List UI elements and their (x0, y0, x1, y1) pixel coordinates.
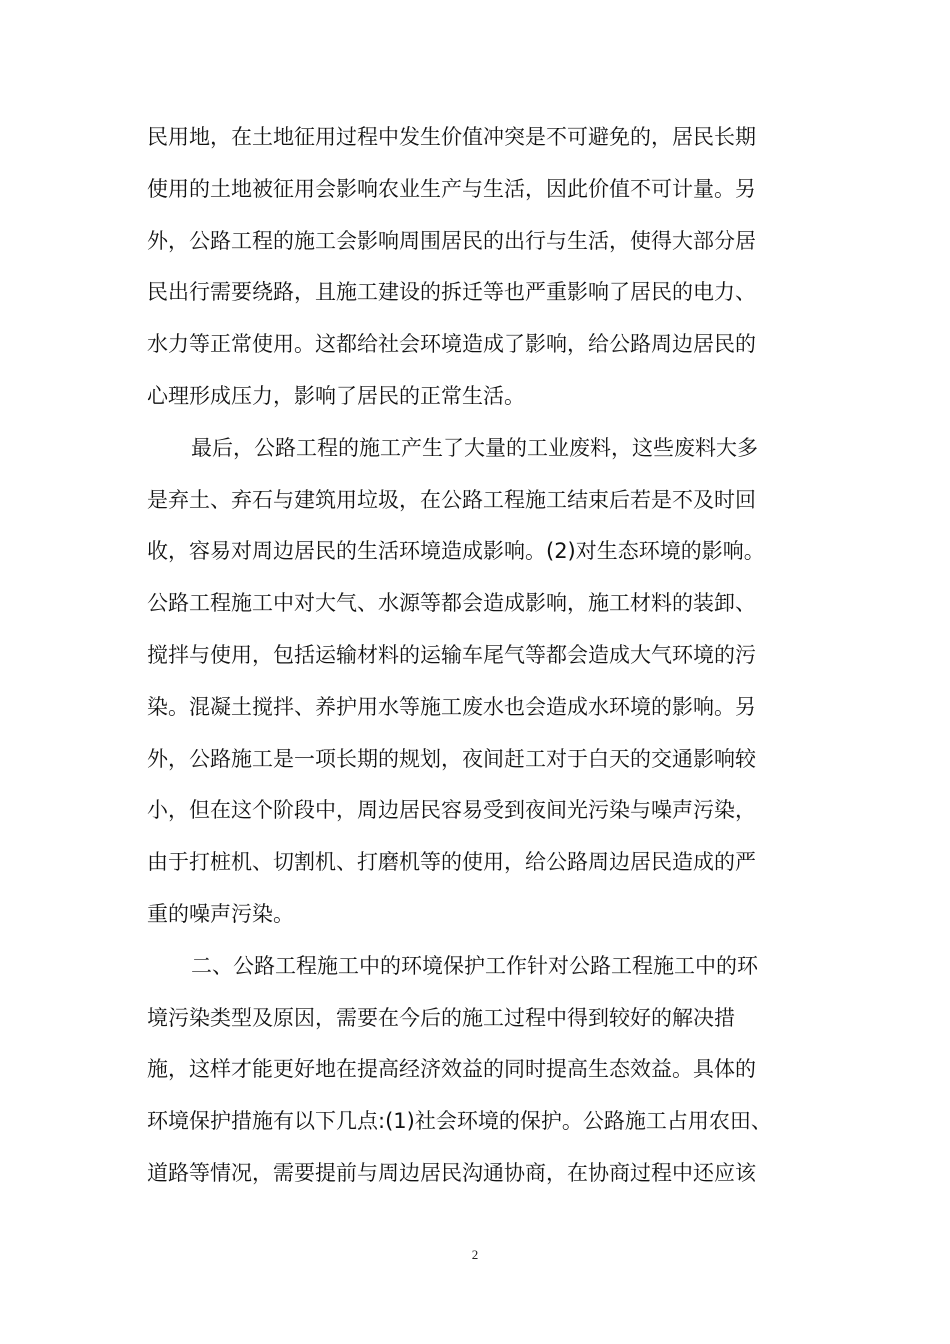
text-line: 使用的土地被征用会影响农业生产与生活，因此价值不可计量。另 (147, 176, 756, 201)
text-line: 境污染类型及原因，需要在今后的施工过程中得到较好的解决措 (147, 1005, 735, 1030)
text-line: 公路工程施工中对大气、水源等都会造成影响，施工材料的装卸、 (147, 591, 756, 616)
text-line: 搅拌与使用，包括运输材料的运输车尾气等都会造成大气环境的污 (147, 642, 756, 667)
page-number: 2 (471, 1247, 479, 1262)
text-line: 水力等正常使用。这都给社会环境造成了影响，给公路周边居民的 (147, 332, 756, 357)
text-line: 小，但在这个阶段中，周边居民容易受到夜间光污染与噪声污染， (147, 798, 756, 823)
text-line: 收，容易对周边居民的生活环境造成影响。(2)对生态环境的影响。 (147, 539, 765, 564)
text-line: 外，公路施工是一项长期的规划，夜间赶工对于白天的交通影响较 (147, 746, 756, 771)
text-line: 道路等情况，需要提前与周边居民沟通协商，在协商过程中还应该 (147, 1160, 756, 1185)
text-line: 是弃土、弃石与建筑用垃圾，在公路工程施工结束后若是不及时回 (147, 487, 756, 512)
text-line: 民用地，在土地征用过程中发生价值冲突是不可避免的，居民长期 (147, 125, 756, 149)
section-heading-line: 二、公路工程施工中的环境保护工作针对公路工程施工中的环 (191, 953, 758, 978)
text-line: 染。混凝土搅拌、养护用水等施工废水也会造成水环境的影响。另 (147, 694, 756, 719)
text-line: 环境保护措施有以下几点:(1)社会环境的保护。公路施工占用农田、 (147, 1109, 772, 1134)
text-line: 重的噪声污染。 (147, 901, 294, 926)
paragraph-start-line: 最后，公路工程的施工产生了大量的工业废料，这些废料大多 (191, 435, 758, 460)
text-line: 施，这样才能更好地在提高经济效益的同时提高生态效益。具体的 (147, 1057, 756, 1082)
text-line: 民出行需要绕路，且施工建设的拆迁等也严重影响了居民的电力、 (147, 280, 756, 305)
text-line: 外，公路工程的施工会影响周围居民的出行与生活，使得大部分居 (147, 228, 756, 253)
text-line: 心理形成压力，影响了居民的正常生活。 (147, 383, 525, 408)
document-body (147, 112, 807, 1200)
text-line: 由于打桩机、切割机、打磨机等的使用，给公路周边居民造成的严 (147, 850, 756, 875)
